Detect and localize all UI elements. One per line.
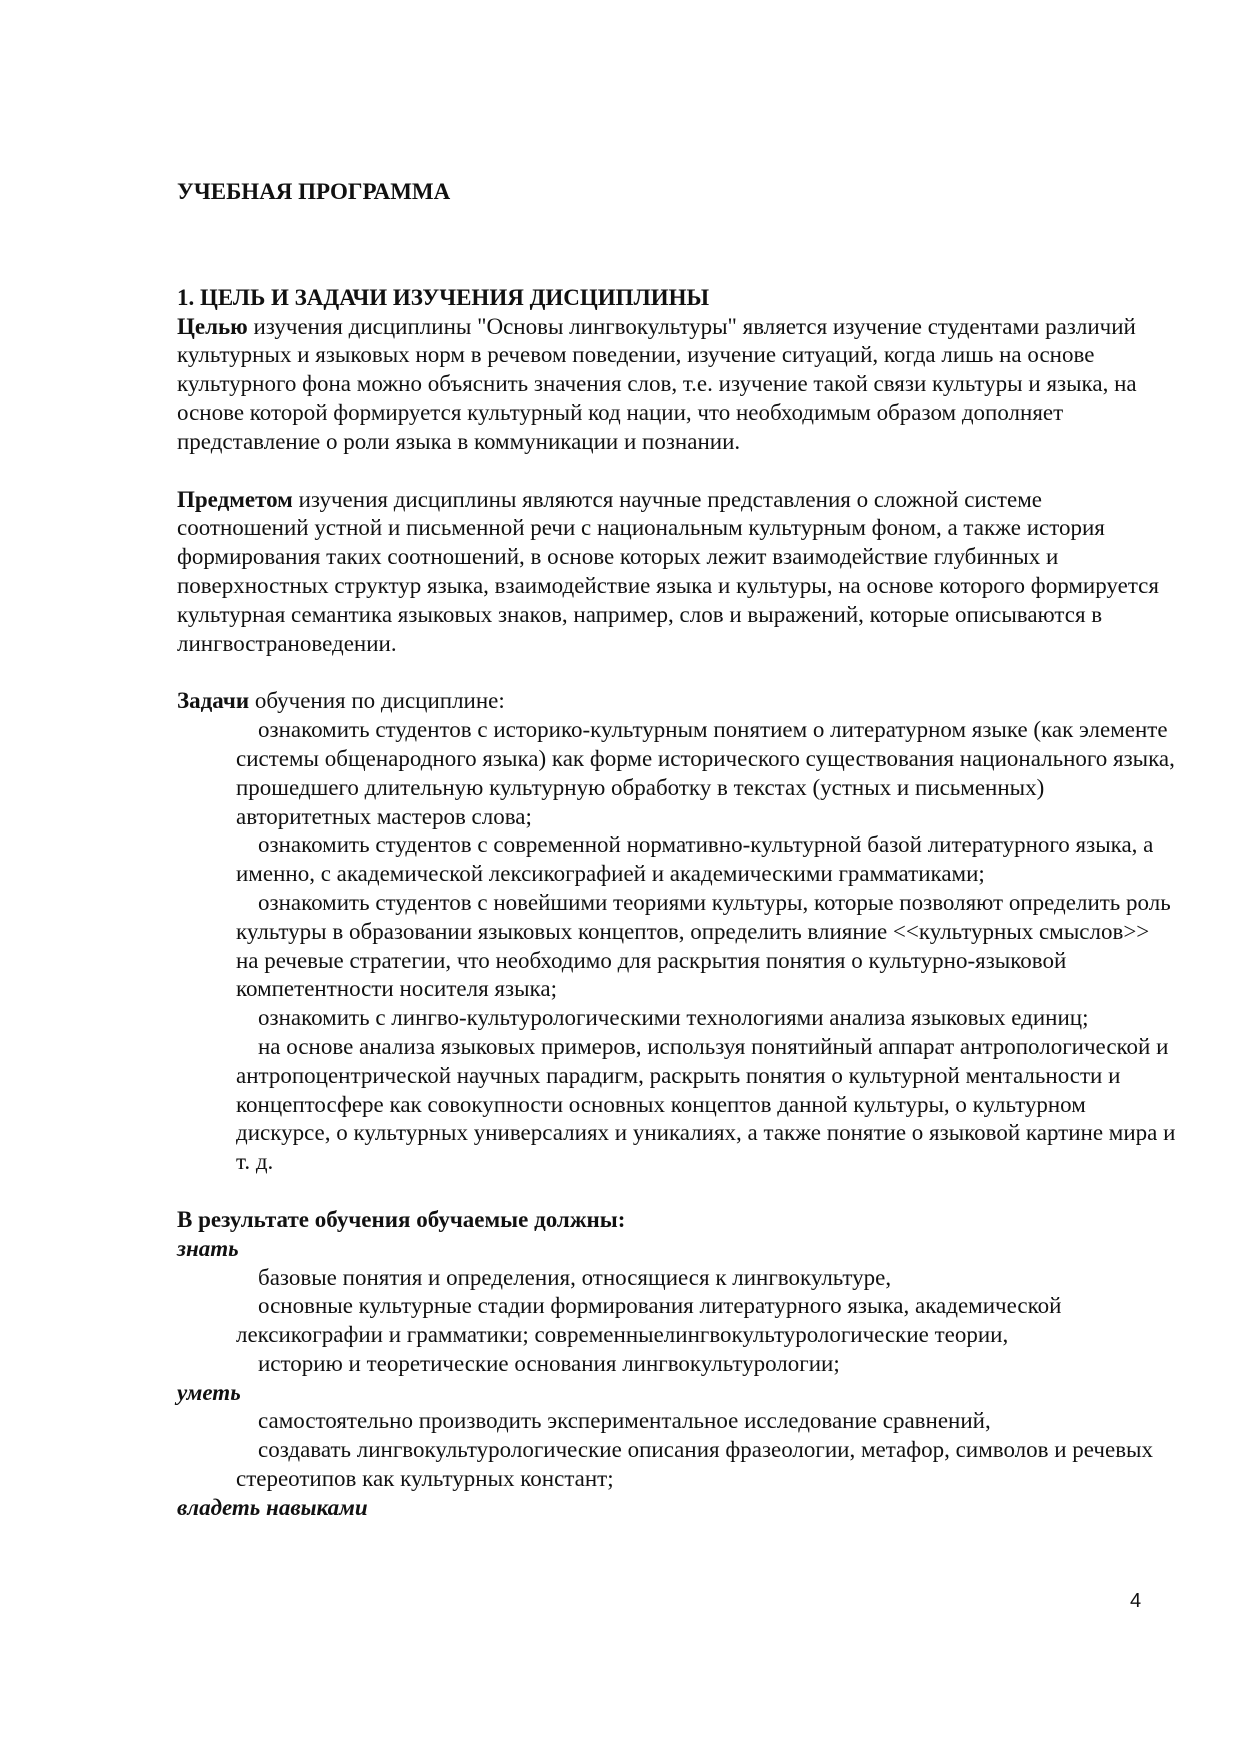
know-list [177,1264,1177,1379]
skills-label: владеть навыками [177,1494,368,1520]
subject-label: Предметом [177,486,293,512]
tasks-label: Задачи [177,688,250,714]
list-item: ознакомить студентов с новейшими теориями культуры, которые позволяют определить роль культуры в образовании языковых концептов, определить влияние <<культурных смыслов>> на речевые стратегии, что необходимо для раскрытия понятия о культурно-языковой компетентности носителя языка; [236,889,1171,1002]
tasks-intro [177,687,1177,716]
tasks-list [177,716,1177,1177]
list-item: основные культурные стадии формирования литературного языка, академической лексикографии и грамматики; современныелингвокультурологические теории, [236,1293,1062,1348]
list-item: базовые понятия и определения, относящиеся к лингвокультуре, [258,1264,892,1290]
document-title: УЧЕБНАЯ ПРОГРАММА [177,179,451,204]
results-heading: В результате обучения обучаемые должны: [177,1206,626,1232]
page-content [177,178,1177,1523]
section-heading: 1. ЦЕЛЬ И ЗАДАЧИ ИЗУЧЕНИЯ ДИСЦИПЛИНЫ [177,284,710,310]
list-item: на основе анализа языковых примеров, используя понятийный аппарат антропологической и антропоцентрической научных парадигм, раскрыть понятия о культурной ментальности и концептосфере как совокупности основных концептов данной культуры, о культурном дискурсе, о культурных универсалиях и уникалиях, а также понятие о языковой картине мира и т. д. [236,1033,1176,1175]
list-item: ознакомить студентов с современной нормативно-культурной базой литературного языка, а именно, с академической лексикографией и академическими грамматиками; [236,832,1154,887]
goal-text: изучения дисциплины "Основы лингвокультуры" является изучение студентами различий культурных и языковых норм в речевом поведении, изучение ситуаций, когда лишь на основе культурного фона можно объяснить значения слов, т.е. изучение такой связи культуры и языка, на основе которой формируется культурный код нации, что необходимым образом дополняет представление о роли языка в коммуникации и познании. [177,313,1137,454]
can-label: уметь [177,1379,241,1405]
page-number: 4 [1130,1590,1142,1612]
can-list [177,1407,1177,1493]
goal-label: Целью [177,313,248,339]
subject-paragraph [177,486,1177,659]
list-item: создавать лингвокультурологические описания фразеологии, метафор, символов и речевых стереотипов как культурных констант; [236,1437,1154,1492]
subject-text: изучения дисциплины являются научные представления о сложной системе соотношений устной и письменной речи с национальным культурным фоном, а также история формирования таких соотношений, в основе которых лежит взаимодействие глубинных и поверхностных структур языка, взаимодействие языка и культуры, на основе которого формируется культурная семантика языковых знаков, например, слов и выражений, которые описываются в лингвострановедении. [177,486,1159,656]
list-item: историю и теоретические основания лингвокультурологии; [258,1350,840,1376]
know-label: знать [177,1235,239,1261]
list-item: ознакомить с лингво-культурологическими технологиями анализа языковых единиц; [258,1005,1089,1031]
goal-paragraph [177,313,1177,457]
list-item: ознакомить студентов с историко-культурным понятием о литературном языке (как элементе системы общенародного языка) как форме исторического существования национального языка, прошедшего длительную культурную обработку в текстах (устных и письменных) авторитетных мастеров слова; [236,717,1175,829]
list-item: самостоятельно производить экспериментальное исследование сравнений, [258,1408,991,1434]
tasks-text: обучения по дисциплине: [249,688,505,714]
